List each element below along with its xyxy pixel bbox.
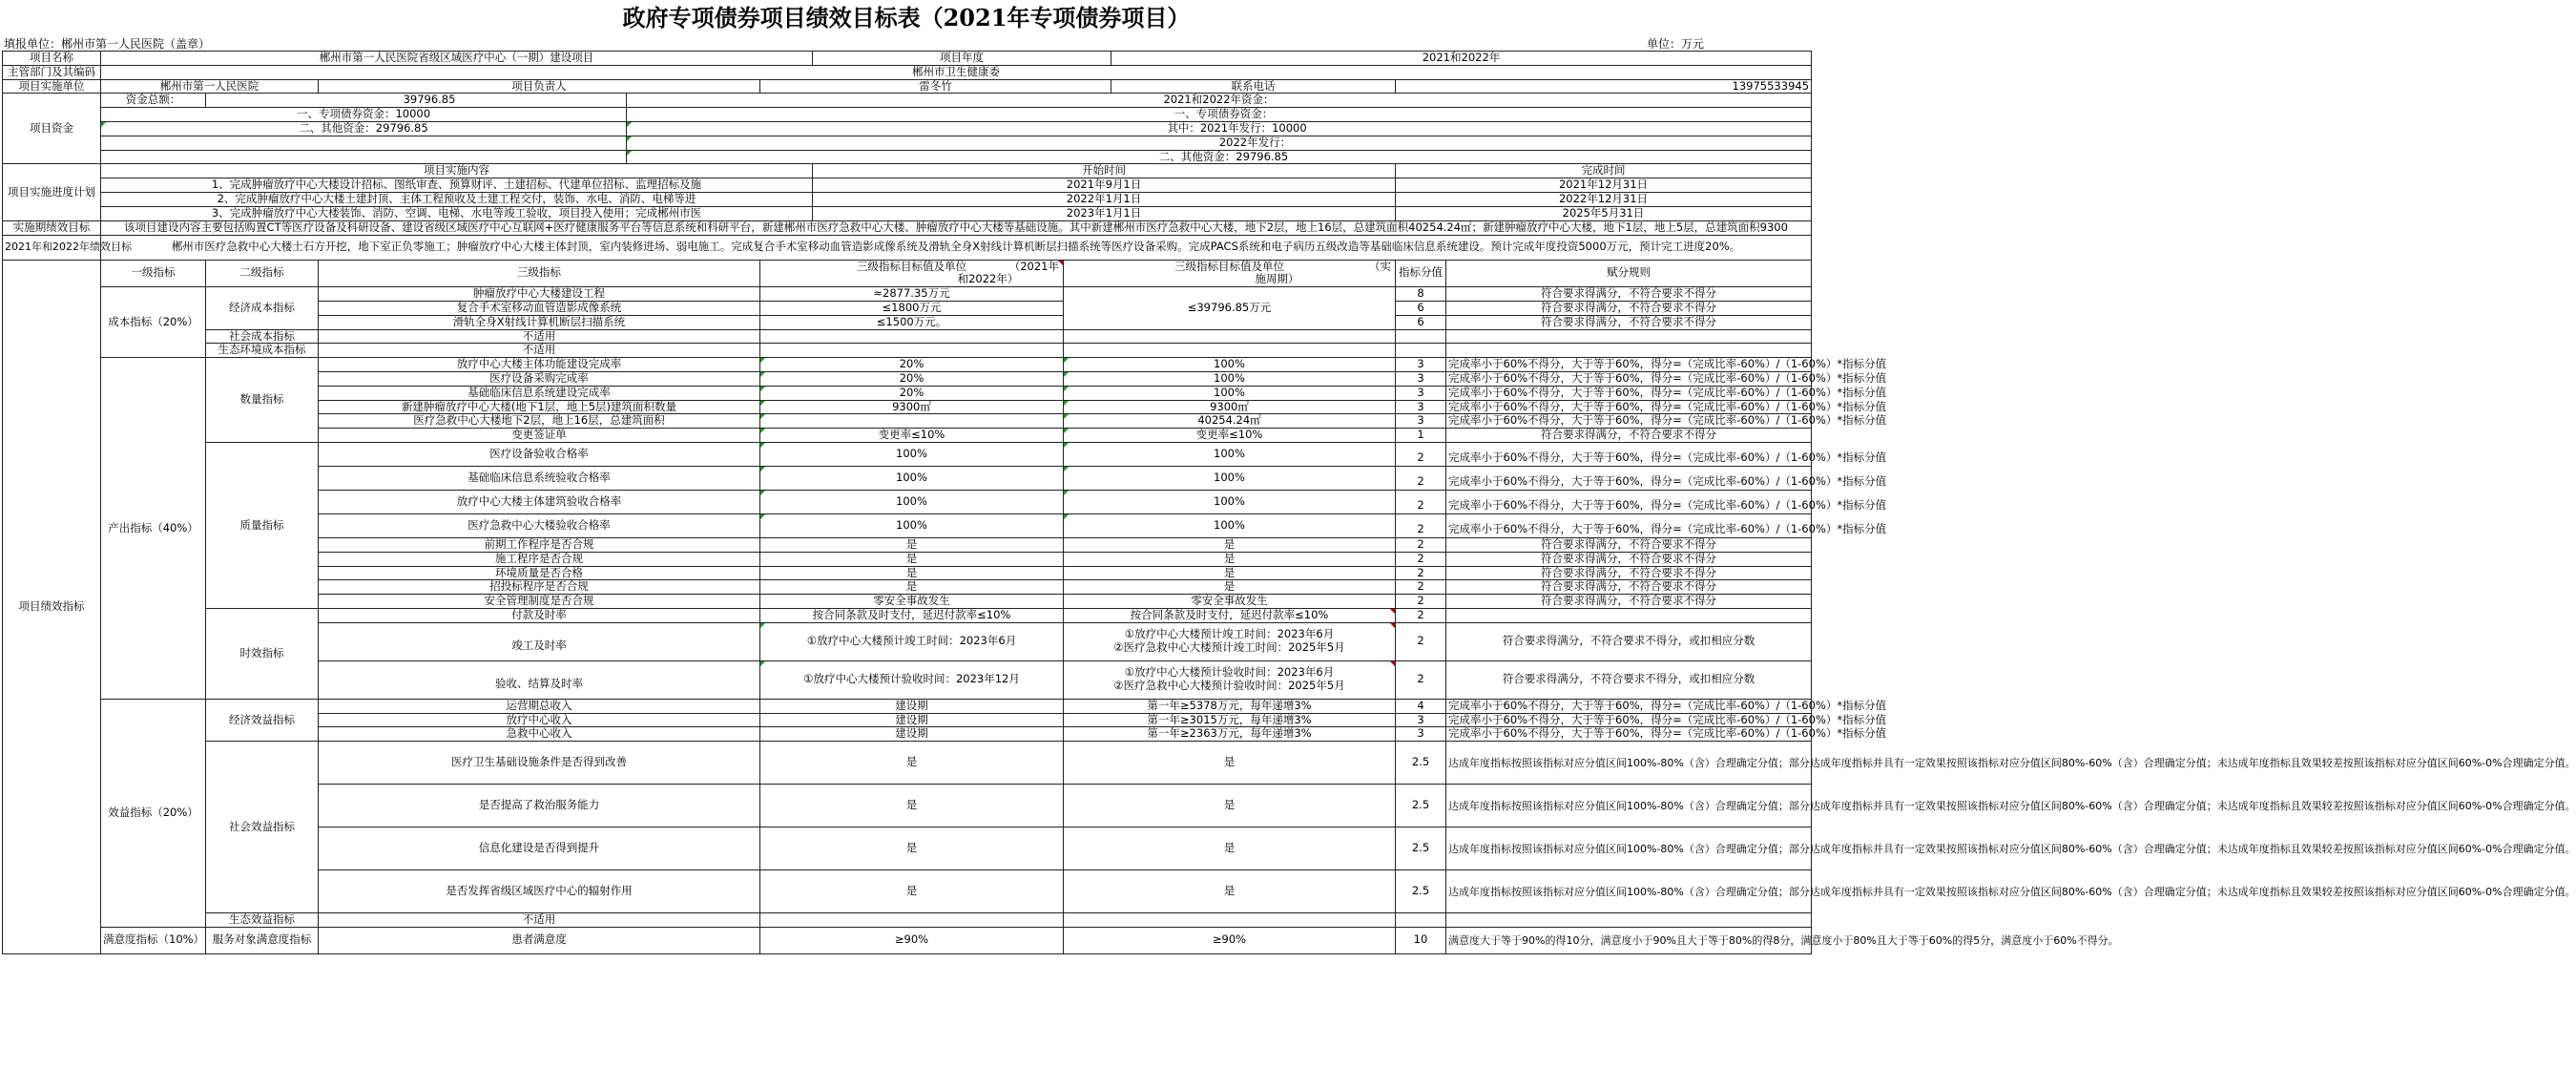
- funds-year-other: 二、其他资金：29796.85: [627, 150, 1812, 164]
- target-year: ≤1500万元。: [760, 315, 1064, 329]
- level3-name: 放疗中心收入: [319, 713, 760, 727]
- currency-unit: 单位：万元: [1647, 37, 1705, 51]
- rule: 完成率小于60%不得分，大于等于60%，得分=（完成比率-60%）/（1-60%）*指标分值: [1446, 386, 1812, 400]
- table-cell: [1064, 344, 1396, 358]
- target-year: 建设期: [760, 699, 1064, 713]
- target-period: 是: [1064, 785, 1396, 827]
- score: 2: [1396, 537, 1446, 552]
- performance-table: [2, 51, 2576, 954]
- target-period: 40254.24㎡: [1064, 414, 1396, 429]
- target-year: 100%: [760, 513, 1064, 537]
- score: 8: [1396, 287, 1446, 302]
- level3-name: 不适用: [319, 344, 760, 358]
- perf-header-level3: 三级指标: [319, 260, 760, 287]
- level3-name: 医疗急救中心大楼验收合格率: [319, 513, 760, 537]
- rule: 完成率小于60%不得分，大于等于60%，得分=（完成比率-60%）/（1-60%）*指标分值: [1446, 414, 1812, 429]
- target-year: [760, 414, 1064, 429]
- level3-name: 医疗急救中心大楼地下2层，地上16层，总建筑面积: [319, 414, 760, 429]
- table-cell: [1446, 329, 1812, 344]
- score: 2.5: [1396, 827, 1446, 870]
- leader-name: 雷冬竹: [760, 79, 1111, 94]
- score: 6: [1396, 301, 1446, 315]
- phone-number: 13975533945: [1396, 79, 1812, 94]
- level3-name: 前期工作程序是否合规: [319, 537, 760, 552]
- plan-end: 2025年5月31日: [1396, 206, 1812, 220]
- leader-label: 项目负责人: [319, 79, 760, 94]
- table-row: [3, 742, 1812, 785]
- table-cell: [760, 329, 1064, 344]
- target-year: 是: [760, 870, 1064, 913]
- plan-start: 2021年9月1日: [813, 178, 1396, 193]
- plan-header-start: 开始时间: [813, 164, 1396, 178]
- score: 2: [1396, 490, 1446, 513]
- target-period: [1064, 660, 1396, 699]
- plan-start: 2023年1月1日: [813, 206, 1396, 220]
- plan-header-content: 项目实施内容: [101, 164, 813, 178]
- table-row: [3, 442, 1812, 466]
- score: 2: [1396, 622, 1446, 660]
- level3-name: 复合手术室移动血管造影成像系统: [319, 301, 760, 315]
- rule: 符合要求得满分，不符合要求不得分，或扣相应分数: [1446, 660, 1812, 699]
- level2-quantity: 数量指标: [206, 358, 319, 443]
- target-year: 100%: [760, 490, 1064, 513]
- table-row: [3, 287, 1812, 302]
- table-cell: [760, 344, 1064, 358]
- level3-name: 基础临床信息系统建设完成率: [319, 386, 760, 400]
- goal2-text: 郴州市医疗急救中心大楼土石方开挖，地下室正负零施工；肿瘤放疗中心大楼主体封顶，室内装修进场、弱电施工。完成复合手术室移动血管造影成像系统及滑轨全身X射线计算机断层扫描系统等医疗设备采购。完成PACS系统和电子病历五级改造等基础临床信息系统建设。预计完成年度投资5000万元，预计完工进度20%。: [101, 235, 1812, 260]
- rule: 符合要求得满分，不符合要求不得分: [1446, 552, 1812, 566]
- phone-label: 联系电话: [1111, 79, 1396, 94]
- table-row: [3, 329, 1812, 344]
- table-cell: [1446, 913, 1812, 928]
- target-year: ①放疗中心大楼预计竣工时间：2023年6月: [760, 622, 1064, 660]
- impl-unit-label: 项目实施单位: [3, 79, 101, 94]
- target-period: 是: [1064, 742, 1396, 785]
- funds-year-2021: 其中：2021年发行：10000: [627, 121, 1812, 136]
- target-period: [1064, 622, 1396, 660]
- rule: 符合要求得满分，不符合要求不得分: [1446, 301, 1812, 315]
- rule: 符合要求得满分，不符合要求不得分，或扣相应分数: [1446, 622, 1812, 660]
- score: 6: [1396, 315, 1446, 329]
- target-period: 是: [1064, 827, 1396, 870]
- table-cell: [1396, 913, 1446, 928]
- rule: 满意度大于等于90%的得10分，满意度小于90%且大于等于80%的得8分，满意度小于80%且大于等于60%的得5分，满意度小于60%不得分。: [1446, 927, 1812, 953]
- rule: 符合要求得满分，不符合要求不得分: [1446, 566, 1812, 580]
- level2-satisfaction: 服务对象满意度指标: [206, 927, 319, 953]
- rule: 达成年度指标按照该指标对应分值区间100%-80%（含）合理确定分值；部分达成年度指标并具有一定效果按照该指标对应分值区间80%-60%（含）合理确定分值；未达成年度指标且效果较差按照该指标对应分值区间60%-0%合理确定分值。: [1446, 785, 1812, 827]
- rule: 完成率小于60%不得分，大于等于60%，得分=（完成比率-60%）/（1-60%）*指标分值: [1446, 442, 1812, 466]
- target-year: 是: [760, 566, 1064, 580]
- level3-name: 医疗设备采购完成率: [319, 371, 760, 386]
- level3-name: 安全管理制度是否合规: [319, 595, 760, 609]
- target-period: 9300㎡: [1064, 400, 1396, 414]
- target-year: 建设期: [760, 713, 1064, 727]
- level3-name: 环境质量是否合格: [319, 566, 760, 580]
- target-line-1: ①放疗中心大楼预计竣工时间：2023年6月: [1124, 627, 1335, 641]
- target-period: 100%: [1064, 490, 1396, 513]
- funds-label: 项目资金: [3, 94, 101, 164]
- rule: 完成率小于60%不得分，大于等于60%，得分=（完成比率-60%）/（1-60%）*指标分值: [1446, 358, 1812, 372]
- plan-end: 2022年12月31日: [1396, 192, 1812, 206]
- rule: 完成率小于60%不得分，大于等于60%，得分=（完成比率-60%）/（1-60%）*指标分值: [1446, 699, 1812, 713]
- table-cell: [760, 913, 1064, 928]
- target-year: 100%: [760, 442, 1064, 466]
- score: 3: [1396, 414, 1446, 429]
- perf-header-rule: 赋分规则: [1446, 260, 1812, 287]
- perf-header-score: 指标分值: [1396, 260, 1446, 287]
- score: 1: [1396, 429, 1446, 443]
- target-year: 是: [760, 537, 1064, 552]
- score: 2.5: [1396, 870, 1446, 913]
- rule: 达成年度指标按照该指标对应分值区间100%-80%（含）合理确定分值；部分达成年度指标并具有一定效果按照该指标对应分值区间80%-60%（含）合理确定分值；未达成年度指标且效果较差按照该指标对应分值区间60%-0%合理确定分值。: [1446, 870, 1812, 913]
- target-year: 是: [760, 742, 1064, 785]
- target-year: 是: [760, 580, 1064, 595]
- target-line-2: ②医疗急救中心大楼预计竣工时间：2025年5月: [1113, 640, 1345, 655]
- level2-econ-cost: 经济成本指标: [206, 287, 319, 329]
- funds-year-2022: 2022年发行：: [627, 136, 1812, 150]
- plan-content: 1、完成肿瘤放疗中心大楼设计招标、图纸审查、预算财评、土建招标、代建单位招标、监理招标及施: [101, 178, 813, 193]
- table-row: [3, 699, 1812, 713]
- funds-year-special: 一、专项债券资金：: [627, 108, 1812, 122]
- table-row: [3, 927, 1812, 953]
- level3-name: 新建肿瘤放疗中心大楼(地下1层，地上5层)建筑面积数量: [319, 400, 760, 414]
- rule: 符合要求得满分，不符合要求不得分: [1446, 537, 1812, 552]
- score: 3: [1396, 400, 1446, 414]
- level2-timeliness: 时效指标: [206, 608, 319, 699]
- level3-name: 付款及时率: [319, 608, 760, 622]
- score: 2: [1396, 442, 1446, 466]
- target-period: 100%: [1064, 442, 1396, 466]
- target-period: 第一年≥3015万元，每年递增3%: [1064, 713, 1396, 727]
- rule: 完成率小于60%不得分，大于等于60%，得分=（完成比率-60%）/（1-60%）*指标分值: [1446, 727, 1812, 742]
- table-row: [3, 608, 1812, 622]
- level3-name: 信息化建设是否得到提升: [319, 827, 760, 870]
- level3-name: 不适用: [319, 913, 760, 928]
- rule: 达成年度指标按照该指标对应分值区间100%-80%（含）合理确定分值；部分达成年度指标并具有一定效果按照该指标对应分值区间80%-60%（含）合理确定分值；未达成年度指标且效果较差按照该指标对应分值区间60%-0%合理确定分值。: [1446, 827, 1812, 870]
- score: 3: [1396, 713, 1446, 727]
- page-title: 政府专项债券项目绩效目标表（2021年专项债券项目）: [622, 4, 1191, 31]
- target-year: 20%: [760, 358, 1064, 372]
- impl-unit: 郴州市第一人民医院: [101, 79, 319, 94]
- table-cell: [1396, 329, 1446, 344]
- level1-output: 产出指标（40%）: [101, 358, 206, 700]
- dept-label: 主管部门及其编码: [3, 65, 101, 79]
- level3-name: 招投标程序是否合规: [319, 580, 760, 595]
- target-period: 100%: [1064, 466, 1396, 490]
- funds-total-label: 资金总额：: [101, 94, 206, 108]
- score: 3: [1396, 727, 1446, 742]
- table-cell: [1446, 344, 1812, 358]
- level3-name: 急救中心收入: [319, 727, 760, 742]
- score: 3: [1396, 386, 1446, 400]
- rule: [1446, 608, 1812, 622]
- target-period: 100%: [1064, 513, 1396, 537]
- funds-other: 二、其他资金：29796.85: [101, 121, 627, 136]
- target-period: 100%: [1064, 386, 1396, 400]
- goal2-label: 2021年和2022年绩效目标: [3, 235, 101, 260]
- rule: 符合要求得满分，不符合要求不得分: [1446, 315, 1812, 329]
- rule: 符合要求得满分，不符合要求不得分: [1446, 595, 1812, 609]
- table-cell: [1064, 913, 1396, 928]
- rule: 完成率小于60%不得分，大于等于60%，得分=（完成比率-60%）/（1-60%）*指标分值: [1446, 371, 1812, 386]
- score: 4: [1396, 699, 1446, 713]
- target-year: 建设期: [760, 727, 1064, 742]
- rule: 符合要求得满分，不符合要求不得分: [1446, 429, 1812, 443]
- score: 2.5: [1396, 785, 1446, 827]
- target-period: 零安全事故发生: [1064, 595, 1396, 609]
- target-period: 是: [1064, 552, 1396, 566]
- target-year: 变更率≤10%: [760, 429, 1064, 443]
- rule: 完成率小于60%不得分，大于等于60%，得分=（完成比率-60%）/（1-60%）*指标分值: [1446, 713, 1812, 727]
- funds-total: 39796.85: [206, 94, 627, 108]
- rule: 符合要求得满分，不符合要求不得分: [1446, 580, 1812, 595]
- score: 2: [1396, 552, 1446, 566]
- perf-header-target-year: 三级指标目标值及单位 （2021年 和2022年）: [760, 260, 1064, 287]
- target-period: 第一年≥2363万元，每年递增3%: [1064, 727, 1396, 742]
- level2-eco-cost: 生态环境成本指标: [206, 344, 319, 358]
- target-year: ≈2877.35万元: [760, 287, 1064, 302]
- table-row: [3, 358, 1812, 372]
- target-year: 20%: [760, 371, 1064, 386]
- level3-name: 放疗中心大楼主体建筑验收合格率: [319, 490, 760, 513]
- project-year-label: 项目年度: [813, 52, 1111, 66]
- funds-special: 一、专项债券资金：10000: [101, 108, 627, 122]
- score: 2: [1396, 466, 1446, 490]
- project-name-label: 项目名称: [3, 52, 101, 66]
- level3-name: 放疗中心大楼主体功能建设完成率: [319, 358, 760, 372]
- score: 3: [1396, 371, 1446, 386]
- target-year: 20%: [760, 386, 1064, 400]
- target-period: 是: [1064, 580, 1396, 595]
- plan-header-end: 完成时间: [1396, 164, 1812, 178]
- target-year: 按合同条款及时支付，延迟付款率≤10%: [760, 608, 1064, 622]
- goal-text: 该项目建设内容主要包括购置CT等医疗设备及科研设备、建设省级区域医疗中心互联网+医疗健康服务平台等信息系统和科研平台，新建郴州市医疗急救中心大楼、肿瘤放疗中心大楼等基础设施。其中新建郴州市医疗急救中心大楼，地下2层，地上16层，总建筑面积40254.24㎡；新建肿瘤放疗中心大楼，地下1层，地上5层，总建筑面积9300: [101, 220, 1812, 235]
- level3-name: 变更签证单: [319, 429, 760, 443]
- rule: 完成率小于60%不得分，大于等于60%，得分=（完成比率-60%）/（1-60%）*指标分值: [1446, 466, 1812, 490]
- target-year: ≤1800万元: [760, 301, 1064, 315]
- dept-value: 郴州市卫生健康委: [101, 65, 1812, 79]
- level2-econ-benefit: 经济效益指标: [206, 699, 319, 741]
- target-year: 零安全事故发生: [760, 595, 1064, 609]
- target-period: [1064, 608, 1396, 622]
- plan-content: 2、完成肿瘤放疗中心大楼土建封顶、主体工程预收及土建工程交付，装饰、水电、消防、电梯等进: [101, 192, 813, 206]
- goal-label: 实施期绩效目标: [3, 220, 101, 235]
- target-period: 第一年≥5378万元，每年递增3%: [1064, 699, 1396, 713]
- rule: 完成率小于60%不得分，大于等于60%，得分=（完成比率-60%）/（1-60%）*指标分值: [1446, 513, 1812, 537]
- level2-eco-benefit: 生态效益指标: [206, 913, 319, 928]
- level3-name: 是否提高了救治服务能力: [319, 785, 760, 827]
- perf-header-level2: 二级指标: [206, 260, 319, 287]
- score: 2: [1396, 566, 1446, 580]
- level3-name: 是否发挥省级区域医疗中心的辐射作用: [319, 870, 760, 913]
- level2-social-benefit: 社会效益指标: [206, 742, 319, 913]
- level3-name: 竣工及时率: [319, 622, 760, 660]
- score: 3: [1396, 358, 1446, 372]
- target-period: 100%: [1064, 371, 1396, 386]
- project-year: 2021和2022年: [1111, 52, 1812, 66]
- target-year: 是: [760, 827, 1064, 870]
- score: 2: [1396, 595, 1446, 609]
- target-year: 是: [760, 552, 1064, 566]
- target-period: ≤39796.85万元: [1064, 287, 1396, 329]
- perf-header-level1: 一级指标: [101, 260, 206, 287]
- target-period: 是: [1064, 566, 1396, 580]
- target-period: 是: [1064, 537, 1396, 552]
- target-year: 是: [760, 785, 1064, 827]
- level3-name: 医疗设备验收合格率: [319, 442, 760, 466]
- funds-year-label: 2021和2022年资金：: [627, 94, 1812, 108]
- target-period: ≥90%: [1064, 927, 1396, 953]
- score: 10: [1396, 927, 1446, 953]
- rule: 完成率小于60%不得分，大于等于60%，得分=（完成比率-60%）/（1-60%）*指标分值: [1446, 490, 1812, 513]
- target-period: 是: [1064, 870, 1396, 913]
- target-year: 100%: [760, 466, 1064, 490]
- table-row: [3, 344, 1812, 358]
- level1-cost: 成本指标（20%）: [101, 287, 206, 358]
- target-period: 变更率≤10%: [1064, 429, 1396, 443]
- score: 2.5: [1396, 742, 1446, 785]
- level3-name: 施工程序是否合规: [319, 552, 760, 566]
- plan-end: 2021年12月31日: [1396, 178, 1812, 193]
- score: 2: [1396, 580, 1446, 595]
- level3-name: 验收、结算及时率: [319, 660, 760, 699]
- perf-label: 项目绩效指标: [3, 260, 101, 953]
- level1-benefit: 效益指标（20%）: [101, 699, 206, 927]
- plan-label: 项目实施进度计划: [3, 164, 101, 220]
- table-row: [3, 913, 1812, 928]
- score: 2: [1396, 660, 1446, 699]
- level3-name: 患者满意度: [319, 927, 760, 953]
- level1-satisfaction: 满意度指标（10%）: [101, 927, 206, 953]
- level2-quality: 质量指标: [206, 442, 319, 608]
- project-name: 郴州市第一人民医院省级区域医疗中心（一期）建设项目: [101, 52, 813, 66]
- target-year: 9300㎡: [760, 400, 1064, 414]
- plan-content: 3、完成肿瘤放疗中心大楼装饰、消防、空调、电梯、水电等竣工验收，项目投入使用；完成郴州市医: [101, 206, 813, 220]
- score: 2: [1396, 513, 1446, 537]
- target-year: ≥90%: [760, 927, 1064, 953]
- rule: 符合要求得满分，不符合要求不得分: [1446, 287, 1812, 302]
- score: 2: [1396, 608, 1446, 622]
- level3-name: 运营期总收入: [319, 699, 760, 713]
- level3-name: 肿瘤放疗中心大楼建设工程: [319, 287, 760, 302]
- level3-name: 滑轨全身X射线计算机断层扫描系统: [319, 315, 760, 329]
- rule: 达成年度指标按照该指标对应分值区间100%-80%（含）合理确定分值；部分达成年度指标并具有一定效果按照该指标对应分值区间80%-60%（含）合理确定分值；未达成年度指标且效果较差按照该指标对应分值区间60%-0%合理确定分值。: [1446, 742, 1812, 785]
- filler-unit: 填报单位：郴州市第一人民医院（盖章）: [4, 37, 211, 51]
- target-line-2: ②医疗急救中心大楼预计验收时间：2025年5月: [1113, 679, 1345, 693]
- target-line-1: 按合同条款及时支付，延迟付款率≤10%: [1130, 607, 1329, 621]
- perf-header-target-period: 三级指标目标值及单位 （实 施周期）: [1064, 260, 1396, 287]
- target-period: 100%: [1064, 358, 1396, 372]
- table-cell: [1064, 329, 1396, 344]
- level3-name: 医疗卫生基础设施条件是否得到改善: [319, 742, 760, 785]
- rule: 完成率小于60%不得分，大于等于60%，得分=（完成比率-60%）/（1-60%）*指标分值: [1446, 400, 1812, 414]
- target-line-1: ①放疗中心大楼预计验收时间：2023年6月: [1124, 665, 1335, 680]
- level2-social-cost: 社会成本指标: [206, 329, 319, 344]
- plan-start: 2022年1月1日: [813, 192, 1396, 206]
- target-year: ①放疗中心大楼预计验收时间：2023年12月: [760, 660, 1064, 699]
- level3-name: 不适用: [319, 329, 760, 344]
- table-cell: [1396, 344, 1446, 358]
- level3-name: 基础临床信息系统验收合格率: [319, 466, 760, 490]
